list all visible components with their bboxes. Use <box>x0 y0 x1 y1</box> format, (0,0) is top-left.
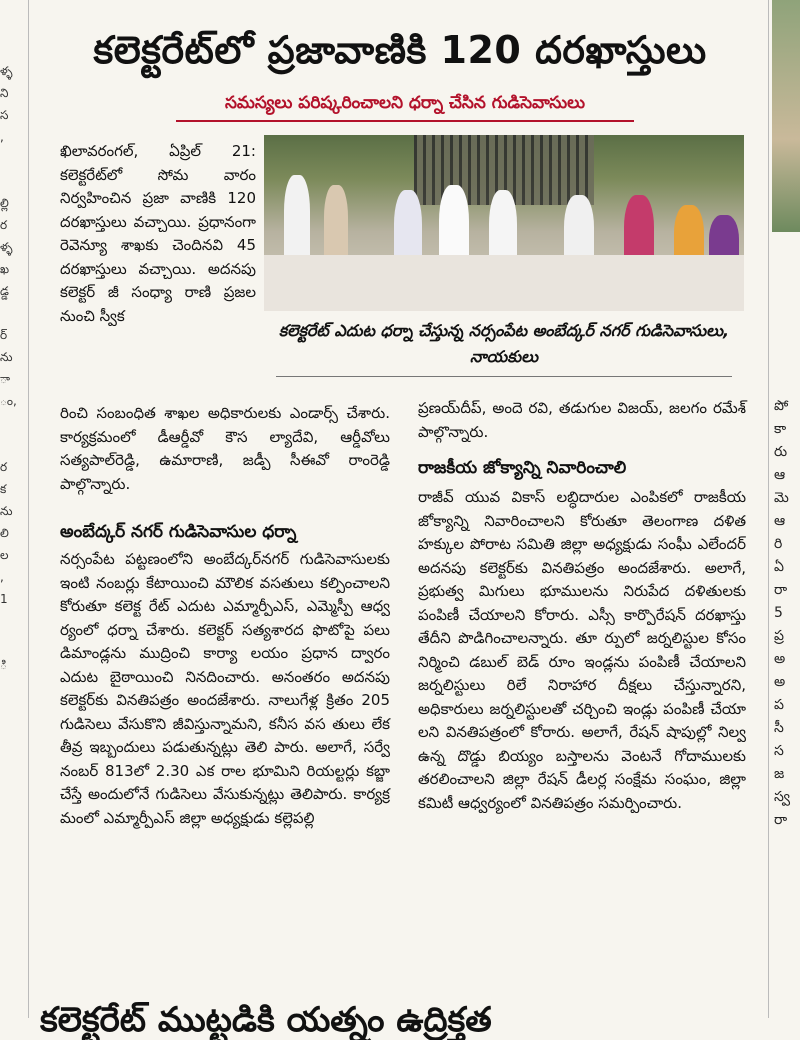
left-strip-fragment: 1 <box>0 592 8 606</box>
right-strip-fragment: స్వ <box>774 789 791 805</box>
right-strip-fragment: ప్ర <box>774 628 784 644</box>
right-strip-fragment: కా <box>774 421 787 437</box>
right-strip-fragment: పో <box>774 398 789 414</box>
left-strip-fragment: ల <box>0 548 9 562</box>
adjacent-text-fragment <box>774 395 790 832</box>
right-strip-fragment: జ <box>774 766 785 782</box>
right-strip-fragment: ఏ <box>774 559 784 575</box>
left-strip-fragment: క <box>0 482 7 496</box>
left-strip-fragment: , <box>0 130 4 144</box>
left-strip-fragment: ర్ <box>0 328 8 342</box>
right-strip-fragment: రా <box>774 582 788 598</box>
left-strip-fragment <box>0 302 26 324</box>
section-body-ambedkar-nagar: నర్సంపేట పట్టణంలోని అంబేద్కర్‌నగర్ గుడిసెవాసులకు ఇంటి నంబర్లు కేటాయించి మౌలిక వసతులు కల్పించాలని కోరుతూ కలెక్ట రేట్ ఎదుట ఎమ్మార్పీఎస్, ఎమ్మెస్పీ ఆధ్వ ర్యంలో ధర్నా చేశారు. కలెక్టర్ సత్యశారద ఫొటోపై పలు డిమాండ్లను ముద్రించి కార్యా లయం ప్రధాన ద్వారం ఎదుట బైఠాయించి నినదించారు. అనంతరం అదనపు కలెక్టర్‌కు వినతిపత్రం అందజేశారు. నాలుగేళ్ల క్రితం 205 గుడిసెలు వేసుకొని జీవిస్తున్నామని, కనీస వస తులు లేక తీవ్ర ఇబ్బందులు పడుతున్నట్లు తెలి పారు. అలాగే, సర్వే నంబర్ 813లో 2.30 ఎక రాల భూమిని రియల్టర్లు కబ్జా చేస్తే అందులోనే గుడిసెలు వేసుకున్నట్లు తెలిపారు. కార్యక్ర మంలో ఎమ్మార్పీఎస్ జిల్లా అధ్యక్షుడు కల్లెపల్లి <box>60 550 390 827</box>
right-strip-fragment: స <box>774 743 784 759</box>
left-strip-fragment: ను <box>0 504 13 518</box>
left-strip-fragment: , <box>0 570 4 584</box>
left-strip-fragment: ల్లి <box>0 196 9 210</box>
left-adjacent-column-fragment <box>0 60 26 1018</box>
caption-underline <box>276 376 732 377</box>
column2-continued-text: ప్రణయ్‌దీప్, అందె రవి, తడుగుల విజయ్, జలగం రమేశ్ పాల్గొన్నారు. <box>418 399 746 441</box>
right-strip-fragment: రి <box>774 536 783 552</box>
left-strip-fragment: ం, <box>0 394 17 408</box>
left-strip-fragment <box>0 148 26 170</box>
right-strip-fragment: రు <box>774 444 788 460</box>
left-strip-fragment: ా <box>0 372 11 386</box>
right-column-rule <box>768 0 769 1018</box>
left-column-rule <box>28 0 29 1018</box>
left-strip-fragment: ి <box>0 658 7 672</box>
right-strip-fragment: ఆ <box>774 513 786 529</box>
article-lead-paragraph: ఖిలావరంగల్, ఏప్రిల్ 21: కలెక్టరేట్‌లో సోమ వారం నిర్వహించిన ప్రజా వాణికి 120 దరఖాస్తులు వచ్చాయి. ప్రధానంగా రెవెన్యూ శాఖకు చెందినవి 45 దరఖాస్తులు వచ్చాయి. అదనపు కలెక్టర్ జీ సంధ్యా రాణి ప్రజల నుంచి స్వీక <box>60 142 256 325</box>
article-continued-paragraph: రించి సంబంధిత శాఖల అధికారులకు ఎండార్స్ చేశారు. కార్యక్రమంలో డీఆర్డీవో కౌస ల్యాదేవి, ఆర్డీవోలు సత్యపాల్‌రెడ్డి, ఉమారాణి, జడ్పీ సీఈవో రాంరెడ్డి పాల్గొన్నారు. <box>60 404 390 493</box>
left-strip-fragment <box>0 632 26 654</box>
left-strip-fragment: ని <box>0 86 9 100</box>
section-heading-political-interference: రాజకీయ జోక్యాన్ని నివారించాలి <box>418 458 627 478</box>
left-strip-fragment: ళ్ళ <box>0 64 13 78</box>
section-heading-ambedkar-nagar: అంబేద్కర్ నగర్ గుడిసెవాసుల ధర్నా <box>60 522 297 542</box>
section-body-political-interference: రాజీవ్ యువ వికాస్ లబ్ధిదారుల ఎంపికలో రాజకీయ జోక్యాన్ని నివారించాలని కోరుతూ తెలంగాణ దళిత హక్కుల పోరాట సమితి జిల్లా అధ్యక్షుడు సంఘీ ఎలేందర్ అదనపు కలెక్టర్‌కు వినతిపత్రం అందజేశారు. అలాగే, ప్రభుత్వ మిగులు భూములను నిరుపేద దళితులకు పంపిణీ చేయాలని కోరారు. ఎస్సీ కార్పొరేషన్ దరఖాస్తు తేదీని పొడిగించాలన్నారు. తూ ర్పులో జర్నలిస్టుల కోసం నిర్మించి డబుల్ బెడ్ రూం ఇండ్లను పంపిణీ చేయాలని జర్నలిస్టులు రిలే నిరాహార దీక్షలు చేస్తున్నారని, అధికారులు జర్నలిస్టులతో చర్చించి ఇండ్లు పంపిణీ చేయా లని వినతిపత్రంలో కోరారు. అలాగే, రేషన్ షాపుల్లో నిల్వ ఉన్న దొడ్డు బియ్యం బస్తాలను వెంటనే గోదాములకు తరలించాలని జిల్లా రేషన్ డీలర్ల సంక్షేమ సంఘం, జిల్లా కమిటీ ఆధ్వర్యంలో వినతిపత్రం సమర్పించారు. <box>418 488 746 812</box>
right-strip-fragment: రా <box>774 812 788 828</box>
left-strip-fragment <box>0 170 26 192</box>
next-story-headline-fragment: కలెక్టరేట్ ముట్టడికి యత్నం ఉద్రిక్తత <box>40 1000 492 1040</box>
news-photo-dharna <box>264 135 744 311</box>
left-strip-fragment: డ్డ <box>0 284 9 298</box>
left-strip-fragment <box>0 610 26 632</box>
right-strip-fragment: ప <box>774 697 784 713</box>
headline: కలెక్టరేట్‌లో ప్రజావాణికి 120 దరఖాస్తులు <box>93 28 707 72</box>
left-strip-fragment: ర <box>0 460 8 474</box>
right-strip-fragment: అ <box>774 651 786 667</box>
adjacent-photo-fragment <box>772 0 800 232</box>
left-strip-fragment: ఖ <box>0 262 10 276</box>
left-strip-fragment: ర <box>0 218 8 232</box>
right-strip-fragment: ఆ <box>774 467 786 483</box>
right-adjacent-column-fragment <box>772 0 800 1018</box>
subheadline: సమస్యలు పరిష్కరించాలని ధర్నా చేసిన గుడిసెవాసులు <box>176 93 634 122</box>
left-strip-fragment: లి <box>0 526 9 540</box>
left-strip-fragment: ళ్ళ <box>0 240 13 254</box>
left-strip-fragment <box>0 412 26 434</box>
left-strip-fragment <box>0 434 26 456</box>
right-strip-fragment: అ <box>774 674 786 690</box>
right-strip-fragment: సీ <box>774 720 784 736</box>
photo-caption: కలెక్టరేట్ ఎదుట ధర్నా చేస్తున్న నర్సంపేట అంబేద్కర్ నగర్ గుడిసెవాసులు, నాయకులు <box>278 321 730 366</box>
left-strip-fragment: స <box>0 108 9 122</box>
right-strip-fragment: 5 <box>774 605 783 621</box>
left-strip-fragment: ను <box>0 350 13 364</box>
right-strip-fragment: మె <box>774 490 789 506</box>
